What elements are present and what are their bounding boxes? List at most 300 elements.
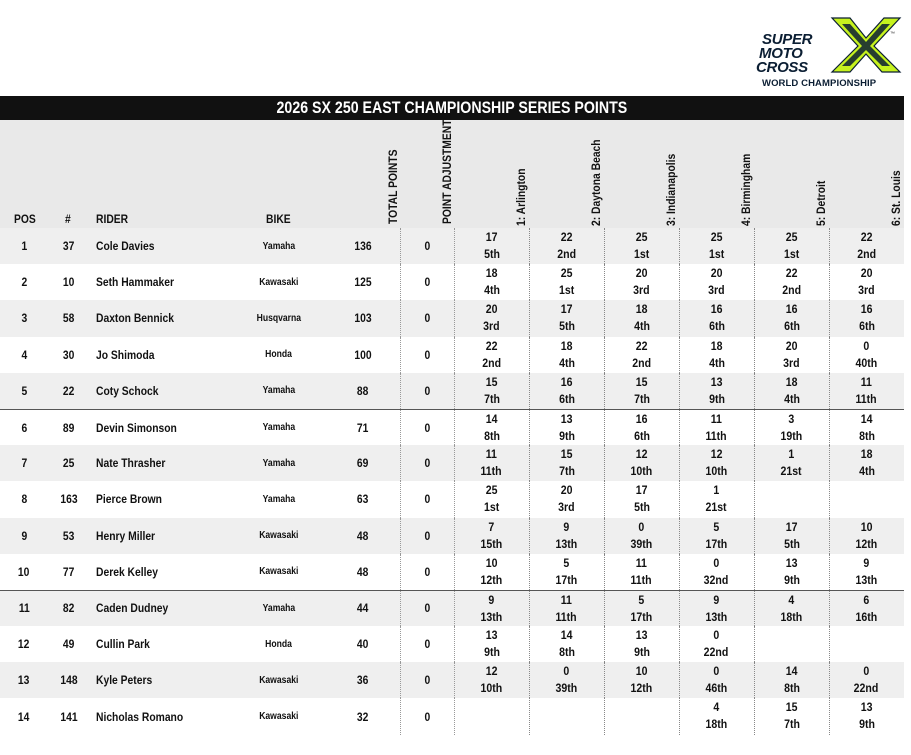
number-cell: 82 bbox=[63, 601, 75, 616]
round-divider bbox=[754, 264, 755, 300]
round-result-cell bbox=[754, 518, 829, 554]
round-points: 13 bbox=[635, 628, 648, 643]
round-finish: 7th bbox=[558, 464, 575, 479]
point-adjustment-cell: 0 bbox=[424, 528, 430, 543]
round-result-cell bbox=[454, 228, 529, 264]
round-points: 5 bbox=[638, 592, 645, 607]
round-finish: 3rd bbox=[783, 355, 800, 370]
round-finish: 1st bbox=[783, 247, 800, 261]
round-points: 25 bbox=[710, 230, 723, 244]
round-finish: 11th bbox=[480, 464, 503, 479]
column-divider bbox=[400, 337, 401, 373]
round-points: 22 bbox=[860, 230, 873, 244]
round-points: 15 bbox=[635, 374, 648, 389]
header-pos: POS bbox=[14, 212, 36, 226]
round-divider bbox=[604, 481, 605, 517]
round-result-cell bbox=[829, 591, 904, 626]
round-finish: 2nd bbox=[482, 355, 501, 370]
round-divider bbox=[529, 410, 530, 445]
round-result-cell bbox=[604, 481, 679, 517]
point-adjustment-cell: 0 bbox=[424, 311, 430, 326]
round-divider bbox=[604, 518, 605, 554]
number-cell: 37 bbox=[63, 239, 75, 254]
round-result-cell bbox=[604, 373, 679, 409]
round-result-cell bbox=[454, 337, 529, 373]
round-result-cell bbox=[454, 264, 529, 300]
round-divider bbox=[829, 300, 830, 336]
round-finish: 11th bbox=[855, 391, 878, 406]
table-row bbox=[0, 228, 904, 264]
round-divider bbox=[529, 481, 530, 517]
number-cell: 49 bbox=[63, 637, 75, 652]
number-cell: 30 bbox=[63, 347, 75, 362]
round-finish: 6th bbox=[858, 319, 875, 334]
round-divider bbox=[604, 591, 605, 626]
round-divider bbox=[754, 373, 755, 409]
number-cell: 25 bbox=[63, 456, 75, 471]
round-points: 9 bbox=[863, 555, 870, 570]
round-divider bbox=[754, 518, 755, 554]
rider-name-cell: Pierce Brown bbox=[96, 492, 162, 507]
round-divider bbox=[529, 698, 530, 734]
round-points: 0 bbox=[863, 338, 870, 353]
round-points: 13 bbox=[560, 411, 573, 426]
round-result-cell bbox=[754, 626, 829, 662]
round-divider bbox=[679, 300, 680, 336]
round-result-cell bbox=[454, 626, 529, 662]
round-finish: 3rd bbox=[558, 500, 575, 515]
round-divider bbox=[829, 410, 830, 445]
round-points: 16 bbox=[785, 302, 798, 317]
round-points: 18 bbox=[785, 374, 798, 389]
round-result-cell bbox=[529, 554, 604, 590]
round-finish: 32nd bbox=[704, 572, 729, 587]
round-finish: 6th bbox=[783, 319, 800, 334]
bike-cell: Yamaha bbox=[262, 422, 296, 434]
total-points-cell: 40 bbox=[357, 637, 369, 652]
round-points: 9 bbox=[563, 519, 570, 534]
number-cell: 163 bbox=[60, 492, 78, 507]
round-result-cell bbox=[829, 445, 904, 481]
column-divider bbox=[400, 626, 401, 662]
total-points-cell: 100 bbox=[354, 347, 372, 362]
round-points: 12 bbox=[485, 664, 498, 679]
round-points: 1 bbox=[788, 447, 795, 462]
round-finish: 9th bbox=[858, 717, 875, 732]
round-finish: 8th bbox=[558, 645, 575, 660]
round-divider bbox=[604, 626, 605, 662]
round-divider bbox=[604, 228, 605, 264]
table-row bbox=[0, 300, 904, 336]
round-finish: 5th bbox=[483, 247, 500, 261]
column-divider bbox=[400, 445, 401, 481]
round-result-cell bbox=[754, 410, 829, 445]
round-points: 25 bbox=[635, 230, 648, 244]
round-points: 25 bbox=[785, 230, 798, 244]
round-points: 1 bbox=[713, 483, 720, 498]
round-result-cell bbox=[754, 337, 829, 373]
round-result-cell bbox=[604, 410, 679, 445]
round-result-cell bbox=[529, 373, 604, 409]
rider-name-cell: Derek Kelley bbox=[96, 564, 158, 579]
column-divider bbox=[400, 373, 401, 409]
round-points: 7 bbox=[488, 519, 495, 534]
round-divider bbox=[679, 662, 680, 698]
round-finish: 17th bbox=[630, 609, 653, 624]
round-finish: 10th bbox=[480, 681, 503, 696]
number-cell: 53 bbox=[63, 528, 75, 543]
round-finish: 7th bbox=[783, 717, 800, 732]
round-finish: 7th bbox=[633, 391, 650, 406]
round-divider bbox=[679, 626, 680, 662]
round-points: 17 bbox=[785, 519, 798, 534]
round-divider bbox=[604, 337, 605, 373]
point-adjustment-cell: 0 bbox=[424, 673, 430, 688]
round-finish: 3rd bbox=[483, 319, 500, 334]
round-points: 22 bbox=[485, 338, 498, 353]
round-points: 25 bbox=[485, 483, 498, 498]
position-cell: 2 bbox=[21, 275, 27, 290]
round-finish: 21st bbox=[705, 500, 728, 515]
round-points bbox=[754, 627, 829, 644]
round-result-cell bbox=[679, 300, 754, 336]
bike-cell: Yamaha bbox=[262, 240, 296, 252]
header-round-6: 6: St. Louis bbox=[889, 170, 903, 226]
round-finish: 17th bbox=[555, 572, 578, 587]
rider-name-cell: Cullin Park bbox=[96, 637, 150, 652]
round-divider bbox=[754, 698, 755, 734]
round-result-cell bbox=[679, 445, 754, 481]
round-divider bbox=[529, 264, 530, 300]
round-finish bbox=[829, 499, 904, 516]
round-finish: 1st bbox=[483, 500, 500, 515]
round-result-cell bbox=[529, 518, 604, 554]
bike-cell: Honda bbox=[265, 349, 293, 361]
table-row bbox=[0, 662, 904, 698]
table-row bbox=[0, 518, 904, 554]
round-divider bbox=[679, 337, 680, 373]
round-finish: 2nd bbox=[857, 247, 876, 261]
round-points: 13 bbox=[710, 374, 723, 389]
round-divider bbox=[604, 410, 605, 445]
round-points: 14 bbox=[560, 628, 573, 643]
bike-cell: Kawasaki bbox=[259, 530, 299, 542]
round-result-cell bbox=[679, 626, 754, 662]
round-result-cell bbox=[679, 518, 754, 554]
round-points: 18 bbox=[485, 266, 498, 281]
round-points: 0 bbox=[563, 664, 570, 679]
round-finish: 4th bbox=[783, 391, 800, 406]
position-cell: 8 bbox=[21, 492, 27, 507]
round-points: 20 bbox=[860, 266, 873, 281]
round-divider bbox=[829, 698, 830, 734]
round-result-cell bbox=[754, 300, 829, 336]
round-divider bbox=[754, 591, 755, 626]
round-finish: 19th bbox=[780, 428, 803, 443]
logo-line-moto: MOTO bbox=[759, 45, 803, 62]
round-result-cell bbox=[529, 445, 604, 481]
round-result-cell bbox=[604, 337, 679, 373]
total-points-cell: 44 bbox=[357, 601, 369, 616]
round-finish: 9th bbox=[708, 391, 725, 406]
round-result-cell bbox=[454, 554, 529, 590]
table-row bbox=[0, 373, 904, 409]
point-adjustment-cell: 0 bbox=[424, 709, 430, 724]
bike-cell: Yamaha bbox=[262, 457, 296, 469]
round-result-cell bbox=[679, 698, 754, 734]
header-round-1: 1: Arlington bbox=[514, 168, 528, 226]
round-divider bbox=[829, 591, 830, 626]
bike-cell: Kawasaki bbox=[259, 674, 299, 686]
round-finish: 46th bbox=[705, 681, 728, 696]
logo-subtitle: WORLD CHAMPIONSHIP bbox=[762, 78, 877, 89]
round-points: 5 bbox=[713, 519, 720, 534]
round-points: 14 bbox=[785, 664, 798, 679]
round-finish: 40th bbox=[855, 355, 878, 370]
round-result-cell bbox=[604, 662, 679, 698]
round-divider bbox=[754, 410, 755, 445]
round-result-cell bbox=[829, 337, 904, 373]
position-cell: 9 bbox=[21, 528, 27, 543]
round-finish: 6th bbox=[633, 428, 650, 443]
round-result-cell bbox=[454, 410, 529, 445]
round-result-cell bbox=[454, 518, 529, 554]
round-points: 17 bbox=[560, 302, 573, 317]
round-finish: 15th bbox=[480, 536, 503, 551]
round-finish: 1st bbox=[558, 283, 575, 298]
round-divider bbox=[529, 337, 530, 373]
column-divider bbox=[400, 591, 401, 626]
round-result-cell bbox=[604, 626, 679, 662]
bike-cell: Yamaha bbox=[262, 385, 296, 397]
round-finish: 4th bbox=[708, 355, 725, 370]
table-row bbox=[0, 590, 904, 626]
point-adjustment-cell: 0 bbox=[424, 456, 430, 471]
position-cell: 3 bbox=[21, 311, 27, 326]
round-result-cell bbox=[679, 410, 754, 445]
round-divider bbox=[829, 554, 830, 590]
round-finish: 9th bbox=[483, 645, 500, 660]
round-points: 20 bbox=[710, 266, 723, 281]
round-points: 15 bbox=[785, 700, 798, 715]
round-finish: 4th bbox=[633, 319, 650, 334]
position-cell: 11 bbox=[18, 601, 30, 616]
round-divider bbox=[604, 373, 605, 409]
point-adjustment-cell: 0 bbox=[424, 492, 430, 507]
round-points: 18 bbox=[560, 338, 573, 353]
round-finish: 3rd bbox=[708, 283, 725, 298]
round-result-cell bbox=[754, 264, 829, 300]
round-finish: 11th bbox=[705, 428, 728, 443]
supermotocross-logo bbox=[752, 16, 902, 92]
round-finish: 11th bbox=[630, 572, 653, 587]
table-row bbox=[0, 626, 904, 662]
number-cell: 148 bbox=[60, 673, 78, 688]
round-finish: 4th bbox=[483, 283, 500, 298]
bike-cell: Yamaha bbox=[262, 493, 296, 505]
column-divider bbox=[400, 410, 401, 445]
round-finish: 13th bbox=[480, 609, 503, 624]
round-result-cell bbox=[754, 698, 829, 734]
round-finish: 13th bbox=[705, 609, 728, 624]
round-result-cell bbox=[754, 228, 829, 264]
column-divider bbox=[400, 662, 401, 698]
total-points-cell: 32 bbox=[357, 709, 369, 724]
rider-name-cell: Caden Dudney bbox=[96, 601, 169, 616]
round-points: 0 bbox=[713, 628, 720, 643]
round-finish: 22nd bbox=[704, 645, 729, 660]
round-result-cell bbox=[454, 591, 529, 626]
rider-name-cell: Kyle Peters bbox=[96, 673, 153, 688]
round-result-cell bbox=[454, 698, 529, 734]
round-finish: 13th bbox=[855, 572, 878, 587]
round-points: 10 bbox=[635, 664, 648, 679]
round-points: 20 bbox=[560, 483, 573, 498]
round-divider bbox=[679, 410, 680, 445]
round-points: 20 bbox=[785, 338, 798, 353]
rider-name-cell: Daxton Bennick bbox=[96, 311, 174, 326]
column-divider bbox=[400, 554, 401, 590]
round-points: 22 bbox=[560, 230, 573, 244]
round-finish: 21st bbox=[780, 464, 803, 479]
round-finish: 18th bbox=[780, 609, 803, 624]
table-header bbox=[0, 112, 904, 228]
round-divider bbox=[529, 554, 530, 590]
round-points: 20 bbox=[635, 266, 648, 281]
round-points: 22 bbox=[635, 338, 648, 353]
round-points: 0 bbox=[713, 555, 720, 570]
round-result-cell bbox=[754, 591, 829, 626]
round-result-cell bbox=[529, 662, 604, 698]
table-row bbox=[0, 337, 904, 373]
round-points: 5 bbox=[563, 555, 570, 570]
round-divider bbox=[829, 662, 830, 698]
point-adjustment-cell: 0 bbox=[424, 275, 430, 290]
header-point-adjustments: POINT ADJUSTMENTS bbox=[440, 112, 454, 224]
round-points: 16 bbox=[710, 302, 723, 317]
round-result-cell bbox=[829, 481, 904, 517]
round-finish bbox=[529, 716, 604, 733]
round-points: 15 bbox=[485, 374, 498, 389]
round-result-cell bbox=[754, 445, 829, 481]
round-points bbox=[604, 699, 679, 716]
round-divider bbox=[529, 662, 530, 698]
round-finish: 2nd bbox=[557, 247, 576, 261]
round-result-cell bbox=[529, 410, 604, 445]
round-points: 0 bbox=[638, 519, 645, 534]
round-points: 13 bbox=[485, 628, 498, 643]
table-row bbox=[0, 481, 904, 517]
table-row bbox=[0, 409, 904, 445]
number-cell: 141 bbox=[60, 709, 78, 724]
round-result-cell bbox=[679, 481, 754, 517]
round-result-cell bbox=[454, 481, 529, 517]
round-finish bbox=[754, 499, 829, 516]
round-finish: 9th bbox=[783, 572, 800, 587]
round-points: 4 bbox=[713, 700, 720, 715]
round-finish: 1st bbox=[708, 247, 725, 261]
round-points: 9 bbox=[713, 592, 720, 607]
round-divider bbox=[604, 662, 605, 698]
round-result-cell bbox=[604, 698, 679, 734]
round-points: 15 bbox=[560, 447, 573, 462]
header-total-points: TOTAL POINTS bbox=[386, 149, 400, 224]
round-divider bbox=[679, 445, 680, 481]
rider-name-cell: Seth Hammaker bbox=[96, 275, 175, 290]
point-adjustment-cell: 0 bbox=[424, 637, 430, 652]
round-divider bbox=[754, 662, 755, 698]
total-points-cell: 63 bbox=[357, 492, 369, 507]
round-divider bbox=[529, 591, 530, 626]
position-cell: 7 bbox=[21, 456, 27, 471]
bike-cell: Kawasaki bbox=[259, 276, 299, 288]
number-cell: 58 bbox=[63, 311, 75, 326]
round-divider bbox=[679, 698, 680, 734]
round-points: 6 bbox=[863, 592, 870, 607]
round-divider bbox=[829, 228, 830, 264]
round-finish: 5th bbox=[558, 319, 575, 334]
round-divider bbox=[754, 337, 755, 373]
round-result-cell bbox=[754, 373, 829, 409]
number-cell: 77 bbox=[63, 564, 75, 579]
round-points: 4 bbox=[788, 592, 795, 607]
table-row bbox=[0, 554, 904, 590]
round-finish: 10th bbox=[705, 464, 728, 479]
round-finish: 3rd bbox=[858, 283, 875, 298]
round-divider bbox=[679, 591, 680, 626]
round-divider bbox=[829, 481, 830, 517]
round-finish bbox=[829, 644, 904, 661]
round-result-cell bbox=[754, 481, 829, 517]
round-divider bbox=[754, 626, 755, 662]
logo-trademark: ™ bbox=[890, 31, 895, 37]
round-points: 11 bbox=[485, 447, 498, 462]
total-points-cell: 48 bbox=[357, 564, 369, 579]
table-row bbox=[0, 698, 904, 734]
round-finish: 12th bbox=[630, 681, 653, 696]
round-result-cell bbox=[529, 481, 604, 517]
total-points-cell: 36 bbox=[357, 673, 369, 688]
round-points bbox=[829, 627, 904, 644]
round-finish: 12th bbox=[480, 572, 503, 587]
round-points: 11 bbox=[860, 374, 873, 389]
round-finish: 5th bbox=[783, 536, 800, 551]
number-cell: 89 bbox=[63, 420, 75, 435]
round-divider bbox=[604, 445, 605, 481]
round-divider bbox=[529, 373, 530, 409]
rider-name-cell: Henry Miller bbox=[96, 528, 156, 543]
round-divider bbox=[679, 264, 680, 300]
round-points: 9 bbox=[488, 592, 495, 607]
round-points: 16 bbox=[635, 411, 648, 426]
round-finish: 1st bbox=[633, 247, 650, 261]
round-finish: 12th bbox=[855, 536, 878, 551]
round-result-cell bbox=[679, 337, 754, 373]
round-points: 25 bbox=[560, 266, 573, 281]
round-result-cell bbox=[679, 591, 754, 626]
round-finish bbox=[454, 716, 529, 733]
round-result-cell bbox=[679, 662, 754, 698]
bike-cell: Yamaha bbox=[262, 602, 296, 614]
round-divider bbox=[679, 481, 680, 517]
rider-name-cell: Cole Davies bbox=[96, 239, 155, 254]
point-adjustment-cell: 0 bbox=[424, 239, 430, 254]
round-points: 11 bbox=[635, 555, 648, 570]
bike-cell: Kawasaki bbox=[259, 711, 299, 723]
round-result-cell bbox=[529, 300, 604, 336]
point-adjustment-cell: 0 bbox=[424, 420, 430, 435]
round-points bbox=[454, 699, 529, 716]
